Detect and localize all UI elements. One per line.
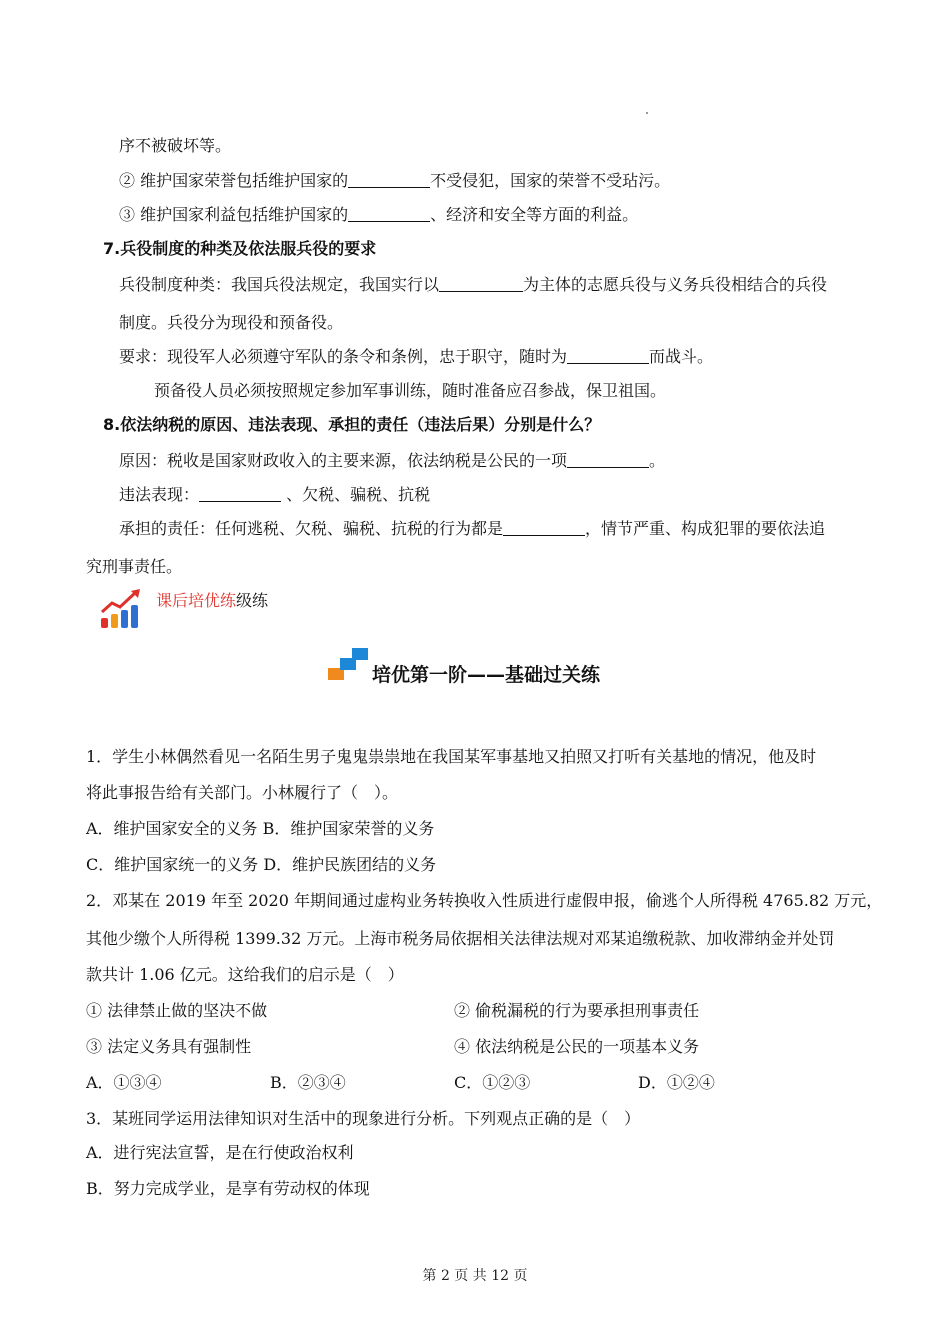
text-line: 究刑事责任。 (86, 557, 183, 576)
answer-option: C．①②③ (454, 1073, 531, 1092)
statement-item: ① 法律禁止做的坚决不做 (86, 1001, 268, 1020)
page-footer: 第 2 页 共 12 页 (422, 1268, 528, 1284)
answer-option: B．②③④ (270, 1073, 346, 1092)
question-text: 3．某班同学运用法律知识对生活中的现象进行分析。下列观点正确的是（ ） (86, 1109, 641, 1128)
fill-blank (567, 451, 649, 468)
section-heading: 8.依法纳税的原因、违法表现、承担的责任（违法后果）分别是什么？ (103, 415, 601, 434)
fill-blank (439, 275, 523, 292)
text-line: 兵役制度种类：我国兵役法规定，我国实行以 为主体的志愿兵役与义务兵役相结合的兵役 (119, 275, 828, 294)
question-text: 2．邓某在 2019 年至 2020 年期间通过虚构业务转换收入性质进行虚假申报，偷逃个人所得税 4765.82 万元， (86, 891, 883, 910)
question-text: 其他少缴个人所得税 1399.32 万元。上海市税务局依据相关法律法规对邓某追缴税款、加收滞纳金并处罚 (86, 929, 835, 948)
fill-blank (348, 205, 430, 222)
growth-chart-icon (100, 588, 144, 630)
fill-blank (567, 347, 649, 364)
text-line: 原因：税收是国家财政收入的主要来源，依法纳税是公民的一项 。 (119, 451, 666, 470)
fill-blank (348, 171, 430, 188)
text-line: 制度。兵役分为现役和预备役。 (119, 313, 344, 332)
text-line: 要求：现役军人必须遵守军队的条令和条例，忠于职守，随时为 而战斗。 (119, 347, 714, 366)
text-line: 预备役人员必须按照规定参加军事训练，随时准备应召参战，保卫祖国。 (154, 381, 667, 400)
text-line: 序不被破坏等。 (119, 136, 232, 155)
answer-option: A．①③④ (86, 1073, 162, 1092)
answer-option: D．①②④ (638, 1073, 715, 1092)
stairs-icon (328, 648, 370, 682)
fill-blank (199, 485, 281, 502)
scan-dot (646, 112, 648, 114)
answer-option: A．进行宪法宣誓，是在行使政治权利 (86, 1143, 354, 1162)
banner-title: 课后培优练级练 (156, 591, 269, 610)
answer-option: B．努力完成学业，是享有劳动权的体现 (86, 1179, 370, 1198)
statement-item: ② 偷税漏税的行为要承担刑事责任 (454, 1001, 700, 1020)
text-line: 承担的责任：任何逃税、欠税、骗税、抗税的行为都是 ，情节严重、构成犯罪的要依法追 (119, 519, 826, 538)
text-line: ③ 维护国家利益包括维护国家的 、经济和安全等方面的利益。 (119, 205, 639, 224)
fill-blank (503, 519, 585, 536)
statement-item: ④ 依法纳税是公民的一项基本义务 (454, 1037, 700, 1056)
text-line: 违法表现： 、欠税、骗税、抗税 (119, 485, 431, 504)
question-text: 将此事报告给有关部门。小林履行了（ ）。 (86, 783, 399, 802)
option-line: C．维护国家统一的义务 D．维护民族团结的义务 (86, 855, 437, 874)
section-title: 培优第一阶——基础过关练 (372, 664, 601, 686)
question-text: 1．学生小林偶然看见一名陌生男子鬼鬼祟祟地在我国某军事基地又拍照又打听有关基地的情况，他及时 (86, 747, 817, 766)
section-heading: 7.兵役制度的种类及依法服兵役的要求 (103, 239, 377, 258)
question-text: 款共计 1.06 亿元。这给我们的启示是（ ） (86, 965, 404, 984)
text-line: ② 维护国家荣誉包括维护国家的 不受侵犯，国家的荣誉不受玷污。 (119, 171, 671, 190)
option-line: A．维护国家安全的义务 B．维护国家荣誉的义务 (86, 819, 435, 838)
statement-item: ③ 法定义务具有强制性 (86, 1037, 252, 1056)
